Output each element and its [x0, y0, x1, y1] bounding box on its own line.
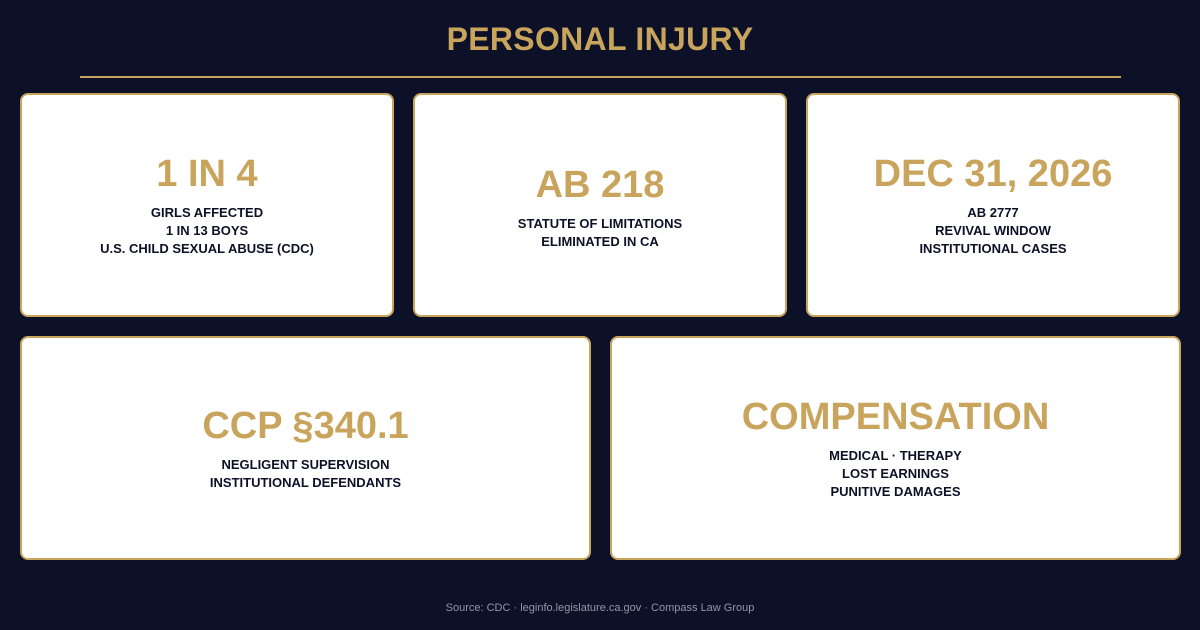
stat-card-headline: DEC 31, 2026 — [873, 153, 1113, 195]
stat-card-detail: AB 2777 — [967, 205, 1019, 220]
stat-card-detail: STATUTE OF LIMITATIONS — [517, 216, 683, 231]
stat-card-detail: LOST EARNINGS — [842, 466, 949, 481]
stat-card-detail: NEGLIGENT SUPERVISION — [221, 457, 390, 472]
stat-card-detail: INSTITUTIONAL CASES — [919, 241, 1067, 256]
stat-card-compensation — [610, 336, 1181, 560]
source-footer: Source: CDC · leginfo.legislature.ca.gov · Compass Law Group — [445, 602, 755, 614]
stat-card-detail: REVIVAL WINDOW — [935, 223, 1051, 238]
stat-card-headline: AB 218 — [535, 164, 665, 206]
stat-card-ab218 — [413, 93, 787, 317]
stat-card-detail: INSTITUTIONAL DEFENDANTS — [209, 475, 402, 490]
stat-card-detail: MEDICAL · THERAPY — [829, 448, 962, 463]
stat-card-deadline — [806, 93, 1180, 317]
stat-card-detail: 1 IN 13 BOYS — [165, 223, 249, 238]
stat-card-headline: 1 IN 4 — [156, 153, 258, 195]
stat-card-headline: COMPENSATION — [741, 396, 1050, 438]
stat-card-prevalence — [20, 93, 394, 317]
stat-card-headline: CCP §340.1 — [202, 405, 409, 447]
page-title: PERSONAL INJURY — [446, 21, 754, 57]
stat-card-detail: PUNITIVE DAMAGES — [830, 484, 961, 499]
stat-card-detail: U.S. CHILD SEXUAL ABUSE (CDC) — [100, 241, 314, 256]
stat-card-detail: ELIMINATED IN CA — [541, 234, 659, 249]
title-divider — [80, 76, 1121, 78]
stat-card-ccp — [20, 336, 591, 560]
stat-card-detail: GIRLS AFFECTED — [150, 205, 264, 220]
